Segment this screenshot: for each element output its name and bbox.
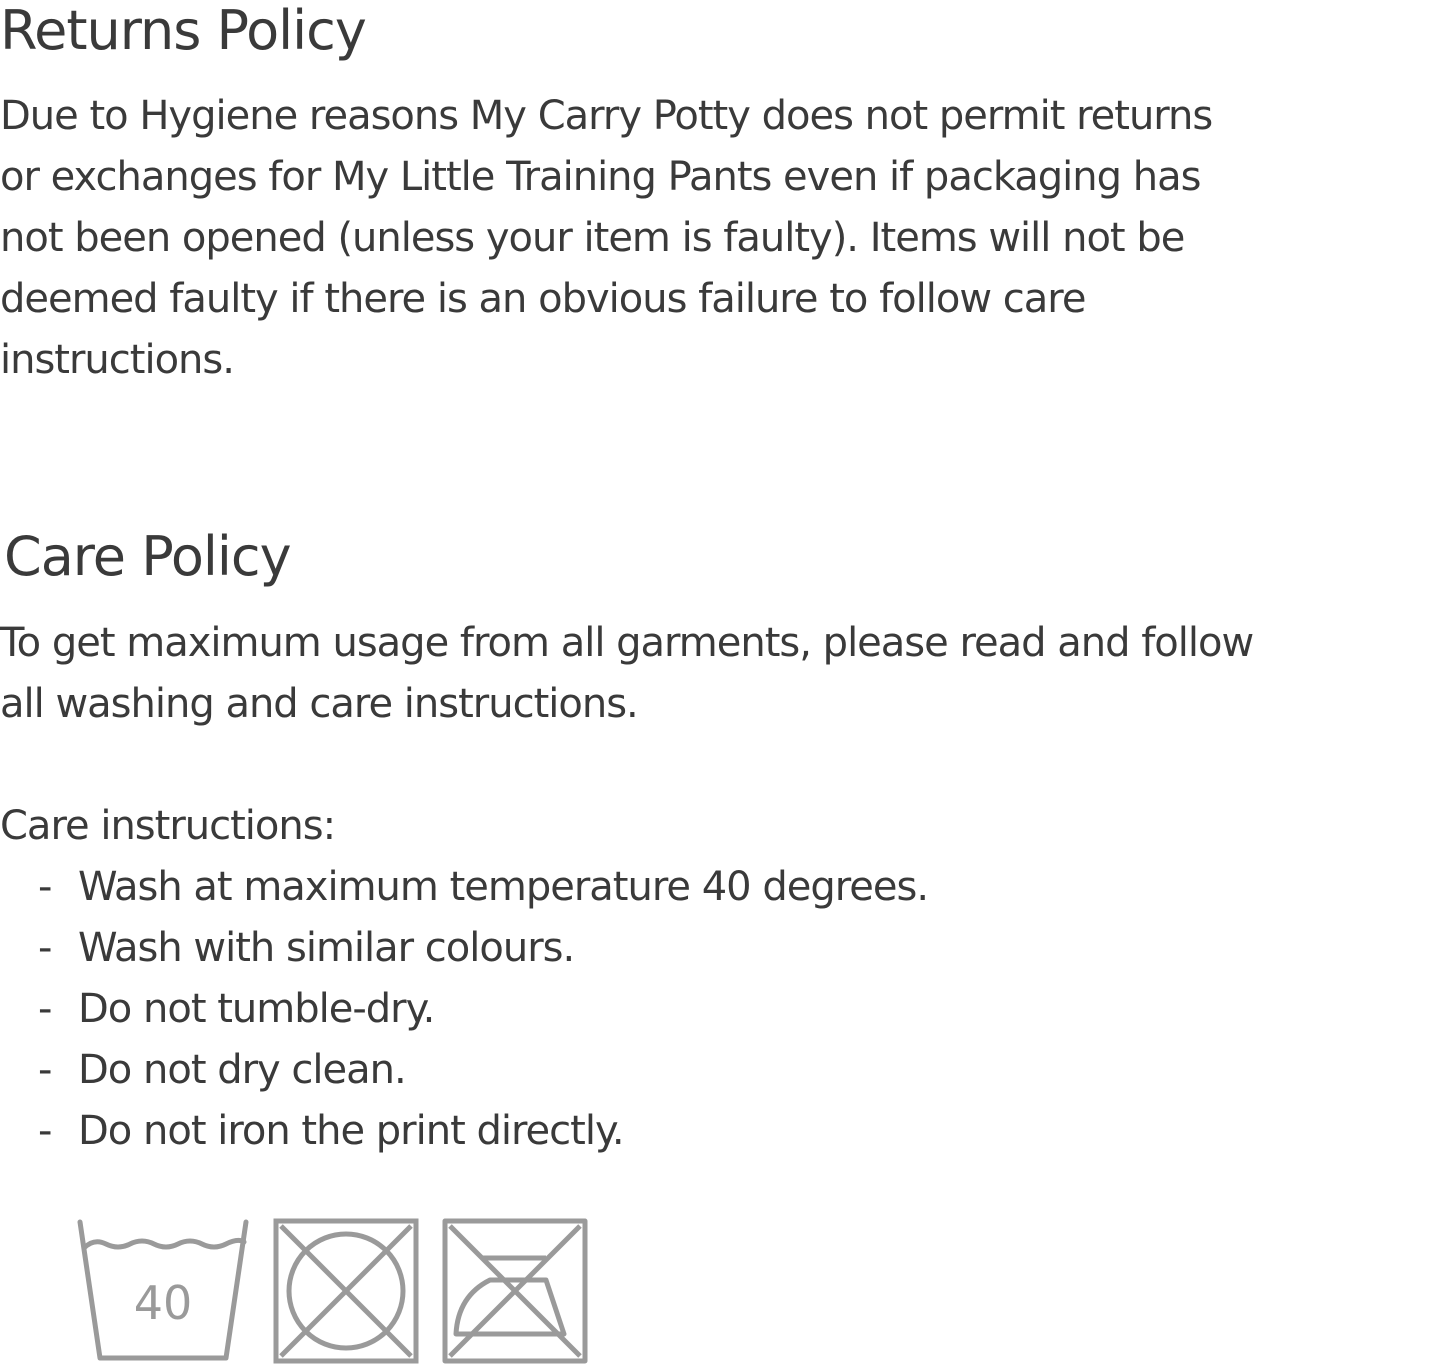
returns-line: or exchanges for My Little Training Pants even if packaging has [0,154,1201,200]
list-marker: - [38,864,52,910]
care-policy-heading: Care Policy [4,525,291,588]
wash-40-icon [76,1218,250,1363]
returns-line: instructions. [0,337,234,383]
list-item-text: Do not iron the print directly. [78,1108,624,1154]
list-item-text: Do not dry clean. [78,1047,406,1093]
returns-policy-text [0,86,1212,391]
list-marker: - [38,1047,52,1093]
care-line: all washing and care instructions. [0,681,638,727]
list-marker: - [38,1108,52,1154]
list-item-text: Wash at maximum temperature 40 degrees. [78,864,929,910]
list-marker: - [38,925,52,971]
care-line: To get maximum usage from all garments, please read and follow [0,620,1254,666]
care-symbols [76,1218,596,1363]
care-policy-text [0,613,1253,735]
wash-temperature-label: 40 [133,1276,193,1330]
no-tumble-dry-icon [273,1218,419,1364]
returns-line: Due to Hygiene reasons My Carry Potty does not permit returns [0,93,1213,139]
list-item-text: Do not tumble-dry. [78,986,435,1032]
care-instructions-label: Care instructions: [0,803,336,849]
returns-line: deemed faulty if there is an obvious failure to follow care [0,276,1086,322]
list-marker: - [38,986,52,1032]
no-iron-icon [442,1218,588,1364]
returns-policy-heading: Returns Policy [0,0,366,62]
returns-line: not been opened (unless your item is faulty). Items will not be [0,215,1185,261]
list-item-text: Wash with similar colours. [78,925,575,971]
